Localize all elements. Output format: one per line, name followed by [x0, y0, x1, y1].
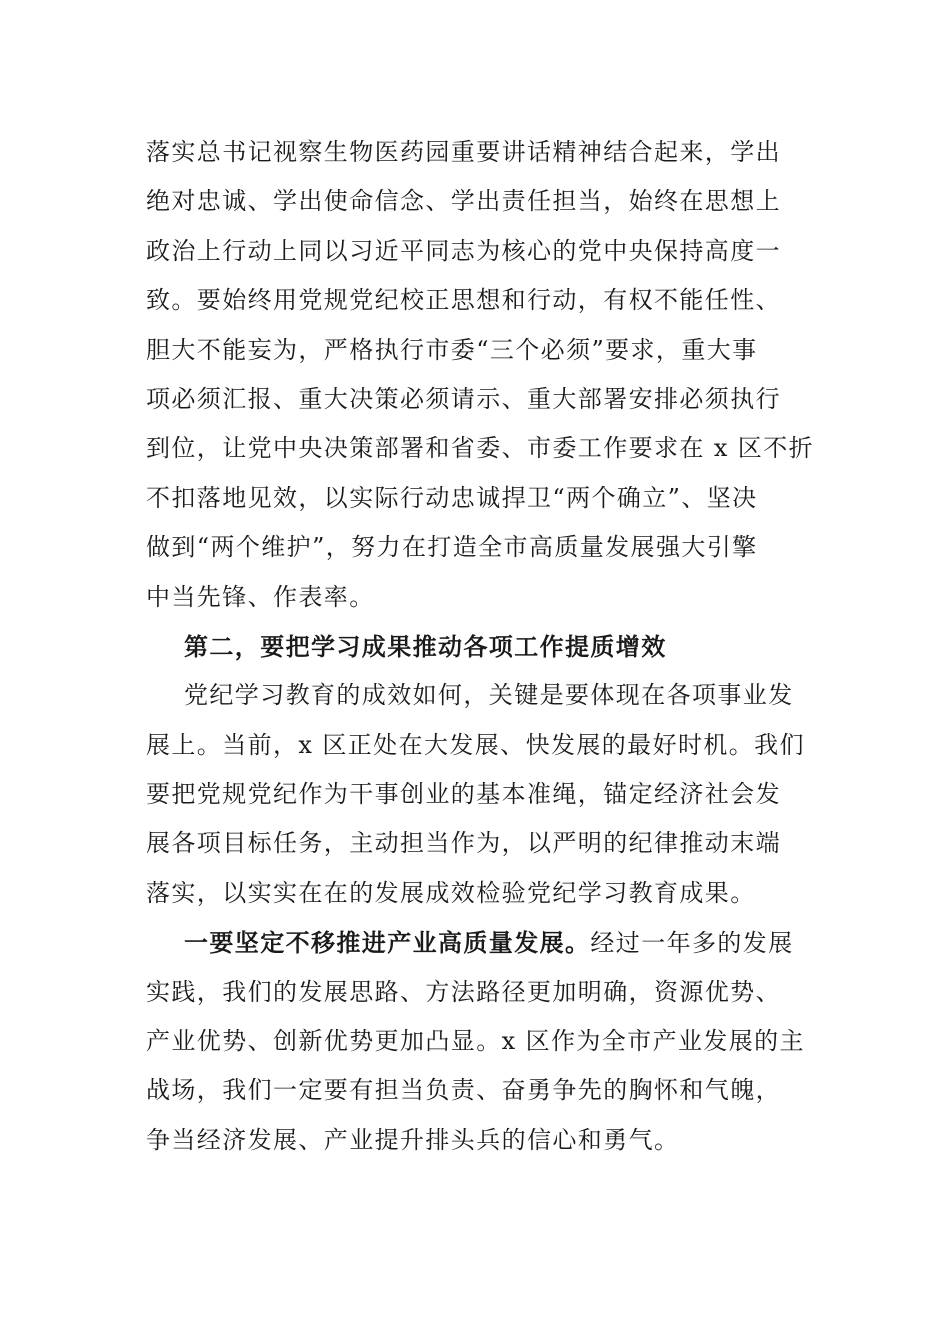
- text-line: 落实，以实实在在的发展成效检验党纪学习教育成果。: [146, 878, 756, 907]
- text-line: 党纪学习教育的成效如何，关键是要体现在各项事业发: [184, 681, 794, 710]
- paragraph-3: [146, 918, 806, 1165]
- text-line: 产业优势、创新优势更加凸显。x 区作为全市产业发展的主: [146, 1027, 805, 1056]
- text-line: 胆大不能妄为，严格执行市委“三个必须”要求，重大事: [146, 335, 758, 364]
- text-line: 致。要始终用党规党纪校正思想和行动，有权不能任性、: [146, 286, 781, 315]
- text-line: 到位，让党中央决策部署和省委、市委工作要求在 x 区不折: [146, 434, 814, 463]
- text-line: 做到“两个维护”，努力在打造全市高质量发展强大引擎: [146, 533, 758, 562]
- document-body: [146, 128, 814, 1165]
- text-line: 战场，我们一定要有担当负责、奋勇争先的胸怀和气魄，: [146, 1076, 781, 1105]
- text-line: 项必须汇报、重大决策必须请示、重大部署安排必须执行: [146, 384, 781, 413]
- paragraph-2: [146, 671, 806, 918]
- text-line: 中当先锋、作表率。: [146, 582, 375, 611]
- text-line: [146, 918, 806, 967]
- section-heading: 第二，要把学习成果推动各项工作提质增效: [184, 631, 667, 661]
- text-line: 不扣落地见效，以实际行动忠诚捍卫“两个确立”、坚决: [146, 483, 758, 512]
- paragraph-lead-rest: 经过一年多的发展: [590, 929, 794, 958]
- text-line: 要把党规党纪作为干事创业的基本准绳，锚定经济社会发: [146, 780, 781, 809]
- text-line: 绝对忠诚、学出使命信念、学出责任担当，始终在思想上: [146, 187, 781, 216]
- text-line: 落实总书记视察生物医药园重要讲话精神结合起来，学出: [146, 138, 781, 166]
- text-line: 展上。当前，x 区正处在大发展、快发展的最好时机。我们: [146, 730, 805, 759]
- text-line: 展各项目标任务，主动担当作为，以严明的纪律推动末端: [146, 829, 781, 858]
- paragraph-1: [146, 128, 814, 622]
- paragraph-lead-bold: 一要坚定不移推进产业高质量发展。: [184, 928, 591, 958]
- text-line: 政治上行动上同以习近平同志为核心的党中央保持高度一: [146, 236, 781, 265]
- text-line: 实践，我们的发展思路、方法路径更加明确，资源优势、: [146, 977, 781, 1006]
- text-line: 争当经济发展、产业提升排头兵的信心和勇气。: [146, 1125, 680, 1154]
